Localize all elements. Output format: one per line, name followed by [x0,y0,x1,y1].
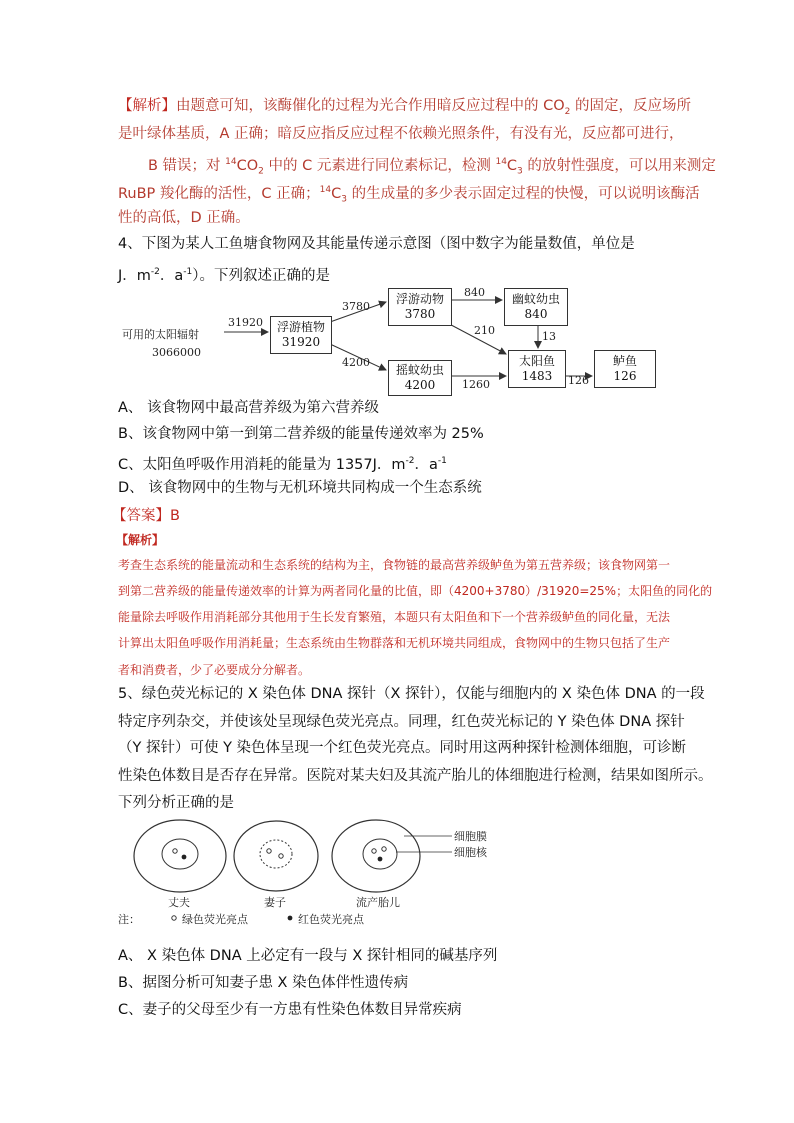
subscript: 3 [517,166,523,177]
node-name: 鲈鱼 [612,354,637,368]
arrow-label-sunfish-perch: 126 [568,374,589,387]
analysis-text: B 错误；对 [148,157,226,174]
husband-cell-membrane [134,820,226,892]
node-phytoplankton [270,316,332,354]
q4-analysis-line-1: 考查生态系统的能量流动和生态系统的结构为主，食物链的最高营养级鲈鱼为第五营养级；该食物网第一 [118,558,671,572]
superscript: -2 [405,456,415,466]
cell-figure [118,818,538,928]
legend-green-marker [172,916,176,920]
wife-green-dot-1 [267,849,271,853]
legend-green-label: 绿色荧光亮点 [182,913,248,926]
membrane-label: 细胞膜 [454,830,487,843]
analysis-line-1 [118,96,691,122]
q5-stem-line-5: 下列分析正确的是 [118,795,234,811]
q4-option-a: A、 该食物网中最高营养级为第六营养级 [118,400,380,416]
superscript: 14 [225,157,237,167]
sun-radiation-value: 3066000 [152,346,201,359]
wife-cell-nucleus [260,840,292,868]
analysis-text: 由题意可知，该酶催化的过程为光合作用暗反应过程中的 CO [176,98,565,114]
node-midge-larva [388,360,452,396]
stem-text: J．m [118,267,151,284]
analysis-line-2: 是叶绿体基质，A 正确；暗反应指反应过程不依赖光照条件，有没有光，反应都可进行， [118,126,684,142]
wife-cell-membrane [234,821,318,891]
q5-option-c: C、妻子的父母至少有一方患有性染色体数目异常疾病 [118,1002,462,1018]
q4-stem-line-2 [118,262,330,286]
fetus-label: 流产胎儿 [356,896,400,909]
analysis-text: 中的 C 元素进行同位素标记，检测 [263,157,496,174]
node-value: 4200 [404,378,436,392]
q5-stem-line-2: 特定序列杂交，并使该处呈现绿色荧光亮点。同理，红色荧光标记的 Y 染色体 DNA 探针 [118,714,685,730]
q4-option-d: D、 该食物网中的生物与无机环境共同构成一个生态系统 [118,480,482,496]
node-name: 摇蚊幼虫 [395,363,444,377]
food-web-diagram [118,286,678,396]
q4-answer [112,506,180,526]
analysis-tag: 【解析】 [118,98,176,114]
legend-note: 注： [118,913,140,926]
q4-option-b: B、该食物网中第一到第二营养级的能量传递效率为 25% [118,426,484,442]
q5-option-a: A、 X 染色体 DNA 上必定有一段与 X 探针相同的碱基序列 [118,948,498,964]
analysis-line-4 [118,180,700,210]
analysis-text: RuBP 羧化酶的活性，C 正确； [118,185,320,202]
wife-green-dot-2 [279,854,283,858]
option-text: ．a [414,456,438,473]
node-perch [594,350,656,388]
q4-analysis-line-3: 能量除去呼吸作用消耗部分其他用于生长发育繁殖，本题只有太阳鱼和下一个营养级鲈鱼的同化量，无法 [118,610,671,624]
subscript: 2 [258,166,264,177]
node-value: 126 [613,369,637,383]
fetus-green-dot-1 [372,849,376,853]
subscript: 3 [341,194,347,205]
stem-text: ）。下列叙述正确的是 [192,267,331,284]
analysis-text: 的生成量的多少表示固定过程的快慢，可以说明该酶活 [346,185,700,202]
sun-radiation-label: 可用的太阳辐射 [122,328,199,341]
fetus-green-dot-2 [382,847,386,851]
answer-text: 【答案】B [112,508,180,524]
legend-red-label: 红色荧光亮点 [298,913,364,926]
q4-stem-line-1: 4、下图为某人工鱼塘食物网及其能量传递示意图（图中数字为能量数值，单位是 [118,236,635,252]
subscript: 2 [564,106,571,117]
q4-analysis-tag: 【解析】 [116,533,165,547]
analysis-text: 的固定，反应场所 [570,98,691,114]
nucleus-label: 细胞核 [454,846,487,859]
q5-stem-line-3: （Y 探针）可使 Y 染色体呈现一个红色荧光亮点。同时用这两种探针检测体细胞，可诊断 [118,740,687,756]
superscript: -2 [150,267,160,277]
q4-option-c [118,451,447,475]
node-name: 浮游植物 [276,320,325,334]
analysis-text: CO [236,157,259,174]
analysis-text: C [331,185,342,202]
q4-analysis-line-2: 到第二营养级的能量传递效率的计算为两者同化量的比值，即（4200+3780）/31920=25%；太阳鱼的同化的 [118,584,713,598]
arrow-label-mosq-sunfish: 13 [542,330,556,343]
arrow-label-plant-larva: 4200 [342,356,370,369]
fetus-cell-nucleus [363,839,397,869]
analysis-line-3 [148,152,716,182]
analysis-line-5: 性的高低，D 正确。 [118,210,250,226]
analysis-text: 的放射性强度，可以用来测定 [522,157,716,174]
node-name: 太阳鱼 [518,354,555,368]
legend-red-marker [288,916,293,921]
arrow-label-sun-plant: 31920 [228,316,263,329]
node-name: 浮游动物 [395,292,444,306]
q5-stem-line-4: 性染色体数目是否存在异常。医院对某夫妇及其流产胎儿的体细胞进行检测，结果如图所示。 [118,768,713,784]
fetus-red-dot [378,857,383,862]
option-text: C、太阳鱼呼吸作用消耗的能量为 1357J．m [118,456,406,473]
superscript: 14 [495,157,507,167]
node-value: 840 [524,307,548,321]
q4-analysis-line-5: 者和消费者，少了必要成分分解者。 [118,663,311,677]
fetus-cell-membrane [332,820,420,892]
arrow-label-larva-sunfish: 1260 [462,378,490,391]
node-name: 幽蚊幼虫 [511,292,560,306]
node-value: 3780 [404,307,436,321]
superscript: -1 [437,456,447,466]
husband-red-dot [182,855,187,860]
arrow-label-plant-zoo: 3780 [342,300,370,313]
q4-analysis-line-4: 计算出太阳鱼呼吸作用消耗量；生态系统由生物群落和无机环境共同组成，食物网中的生物只包括了生产 [118,636,671,650]
analysis-text: C [506,157,518,174]
husband-cell-nucleus [162,839,198,869]
q5-option-b: B、据图分析可知妻子患 X 染色体伴性遗传病 [118,975,409,991]
wife-label: 妻子 [264,896,286,909]
q5-stem-line-1: 5、绿色荧光标记的 X 染色体 DNA 探针（X 探针），仅能与细胞内的 X 染色体 DNA 的一段 [118,686,705,702]
stem-text: ．a [159,267,184,284]
arrow-label-zoo-sunfish: 210 [474,324,495,337]
node-phantom-midge-larva [504,288,568,326]
husband-label: 丈夫 [168,896,190,909]
node-value: 31920 [281,335,321,349]
superscript: -1 [183,267,193,277]
node-zooplankton [388,288,452,326]
arrow-label-zoo-mosq: 840 [464,286,485,299]
node-value: 1483 [521,369,553,383]
husband-green-dot [173,849,177,853]
superscript: 14 [319,185,332,195]
node-sunfish [508,350,566,388]
